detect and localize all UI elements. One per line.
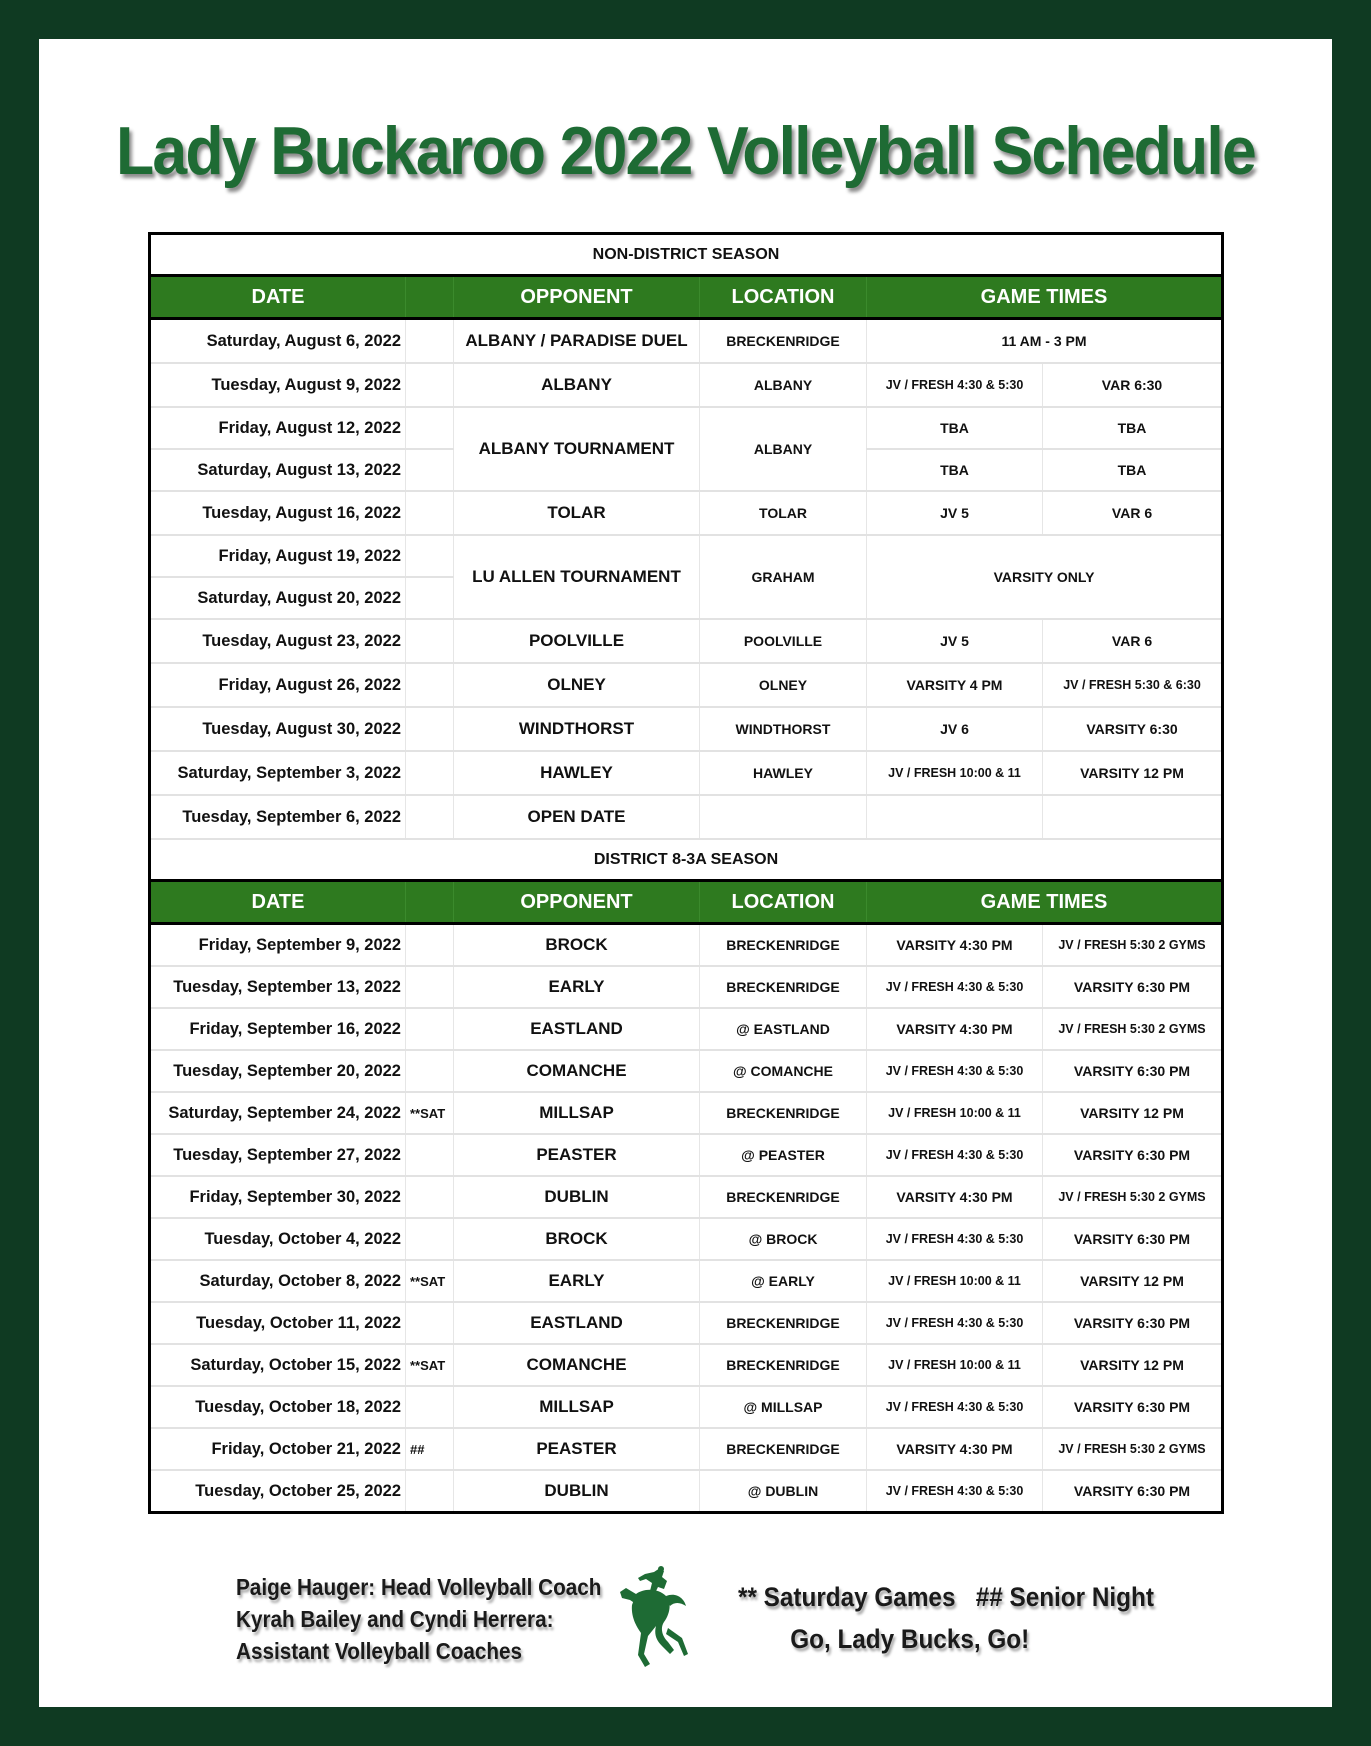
opponent-name: PEASTER: [454, 1134, 700, 1176]
second-game-time: VAR 6: [1043, 491, 1223, 535]
first-game-time: TBA: [867, 407, 1043, 449]
first-game-time: VARSITY 4:30 PM: [867, 924, 1043, 967]
game-location: BRECKENRIDGE: [700, 966, 867, 1008]
first-game-time: VARSITY 4:30 PM: [867, 1428, 1043, 1470]
game-marker: **SAT: [406, 1092, 454, 1134]
game-date: Tuesday, August 16, 2022: [150, 491, 406, 535]
game-marker: [406, 1470, 454, 1513]
opponent-name: COMANCHE: [454, 1344, 700, 1386]
opponent-name: COMANCHE: [454, 1050, 700, 1092]
game-location: ALBANY: [700, 407, 867, 491]
first-game-time: JV / FRESH 4:30 & 5:30: [867, 1302, 1043, 1344]
game-marker: [406, 1008, 454, 1050]
game-date: Tuesday, October 25, 2022: [150, 1470, 406, 1513]
section-heading-row: [150, 234, 1223, 276]
opponent-name: POOLVILLE: [454, 619, 700, 663]
bronc-rider-icon: [614, 1566, 700, 1676]
game-location: @ EARLY: [700, 1260, 867, 1302]
game-location: @ MILLSAP: [700, 1386, 867, 1428]
schedule-row: [150, 1302, 1223, 1344]
game-location: [700, 795, 867, 839]
game-date: Friday, August 12, 2022: [150, 407, 406, 449]
game-marker: **SAT: [406, 1260, 454, 1302]
game-location: HAWLEY: [700, 751, 867, 795]
game-date: Tuesday, August 23, 2022: [150, 619, 406, 663]
column-header-location: LOCATION: [700, 881, 867, 924]
schedule-row: [150, 966, 1223, 1008]
game-date: Tuesday, August 9, 2022: [150, 363, 406, 407]
opponent-name: OLNEY: [454, 663, 700, 707]
game-date: Friday, September 9, 2022: [150, 924, 406, 967]
second-game-time: JV / FRESH 5:30 2 GYMS: [1043, 1176, 1223, 1218]
game-date: Tuesday, September 20, 2022: [150, 1050, 406, 1092]
schedule-row: [150, 1470, 1223, 1513]
column-header-date: DATE: [150, 276, 406, 319]
game-location: POOLVILLE: [700, 619, 867, 663]
opponent-name: EARLY: [454, 966, 700, 1008]
game-location: BRECKENRIDGE: [700, 1344, 867, 1386]
second-game-time: VAR 6: [1043, 619, 1223, 663]
game-times: 11 AM - 3 PM: [867, 319, 1223, 364]
game-marker: [406, 535, 454, 577]
opponent-name: TOLAR: [454, 491, 700, 535]
first-game-time: JV 5: [867, 619, 1043, 663]
page-title: Lady Buckaroo 2022 Volleyball Schedule: [116, 113, 1255, 189]
game-marker: [406, 1134, 454, 1176]
first-game-time: JV / FRESH 4:30 & 5:30: [867, 1470, 1043, 1513]
second-game-time: VARSITY 6:30: [1043, 707, 1223, 751]
first-game-time: JV / FRESH 4:30 & 5:30: [867, 1050, 1043, 1092]
assistant-coaches-line: Kyrah Bailey and Cyndi Herrera:: [236, 1606, 554, 1632]
column-header-date: DATE: [150, 881, 406, 924]
column-header-opponent: OPPONENT: [454, 881, 700, 924]
second-game-time: VARSITY 12 PM: [1043, 1344, 1223, 1386]
first-game-time: JV 6: [867, 707, 1043, 751]
game-marker: [406, 1218, 454, 1260]
column-header-opponent: OPPONENT: [454, 276, 700, 319]
opponent-name: EASTLAND: [454, 1008, 700, 1050]
game-marker: [406, 491, 454, 535]
game-location: BRECKENRIDGE: [700, 1092, 867, 1134]
game-location: @ BROCK: [700, 1218, 867, 1260]
schedule-row: [150, 707, 1223, 751]
game-date: Tuesday, October 4, 2022: [150, 1218, 406, 1260]
first-game-time: VARSITY 4 PM: [867, 663, 1043, 707]
game-marker: [406, 751, 454, 795]
second-game-time: VARSITY 6:30 PM: [1043, 1302, 1223, 1344]
game-date: Tuesday, September 13, 2022: [150, 966, 406, 1008]
game-marker: [406, 449, 454, 491]
game-location: TOLAR: [700, 491, 867, 535]
second-game-time: TBA: [1043, 449, 1223, 491]
legend-line: ** Saturday Games ## Senior Night: [738, 1582, 1154, 1612]
column-header-game-times: GAME TIMES: [867, 276, 1223, 319]
game-date: Saturday, August 13, 2022: [150, 449, 406, 491]
game-location: GRAHAM: [700, 535, 867, 619]
game-date: Saturday, August 20, 2022: [150, 577, 406, 619]
second-game-time: VARSITY 12 PM: [1043, 751, 1223, 795]
second-game-time: JV / FRESH 5:30 2 GYMS: [1043, 924, 1223, 967]
game-date: Tuesday, October 11, 2022: [150, 1302, 406, 1344]
opponent-name: ALBANY TOURNAMENT: [454, 407, 700, 491]
game-location: BRECKENRIDGE: [700, 1176, 867, 1218]
second-game-time: VARSITY 12 PM: [1043, 1092, 1223, 1134]
second-game-time: VARSITY 6:30 PM: [1043, 966, 1223, 1008]
second-game-time: JV / FRESH 5:30 & 6:30: [1043, 663, 1223, 707]
opponent-name: DUBLIN: [454, 1176, 700, 1218]
game-location: BRECKENRIDGE: [700, 1302, 867, 1344]
schedule-row: [150, 1386, 1223, 1428]
game-location: @ DUBLIN: [700, 1470, 867, 1513]
footer-notes: [738, 1576, 1154, 1660]
schedule-row: [150, 1344, 1223, 1386]
column-header-row: [150, 881, 1223, 924]
game-marker: [406, 966, 454, 1008]
game-date: Tuesday, September 6, 2022: [150, 795, 406, 839]
opponent-name: ALBANY: [454, 363, 700, 407]
game-date: Friday, August 26, 2022: [150, 663, 406, 707]
game-date: Saturday, August 6, 2022: [150, 319, 406, 364]
game-marker: [406, 319, 454, 364]
second-game-time: VARSITY 12 PM: [1043, 1260, 1223, 1302]
game-date: Saturday, September 3, 2022: [150, 751, 406, 795]
first-game-time: JV / FRESH 10:00 & 11: [867, 1092, 1043, 1134]
section-heading: NON-DISTRICT SEASON: [150, 234, 1223, 276]
coaches-credits: [236, 1571, 601, 1667]
schedule-row: [150, 795, 1223, 839]
head-coach-line: Paige Hauger: Head Volleyball Coach: [236, 1574, 602, 1600]
game-location: OLNEY: [700, 663, 867, 707]
first-game-time: JV / FRESH 4:30 & 5:30: [867, 363, 1043, 407]
opponent-name: ALBANY / PARADISE DUEL: [454, 319, 700, 364]
schedule-row: [150, 491, 1223, 535]
opponent-name: BROCK: [454, 924, 700, 967]
game-times: VARSITY ONLY: [867, 535, 1223, 619]
game-date: Tuesday, October 18, 2022: [150, 1386, 406, 1428]
schedule-row: [150, 1050, 1223, 1092]
schedule-row: [150, 535, 1223, 577]
first-game-time: TBA: [867, 449, 1043, 491]
first-game-time: JV / FRESH 4:30 & 5:30: [867, 1134, 1043, 1176]
column-header-row: [150, 276, 1223, 319]
opponent-name: MILLSAP: [454, 1386, 700, 1428]
second-game-time: VAR 6:30: [1043, 363, 1223, 407]
opponent-name: OPEN DATE: [454, 795, 700, 839]
game-marker: [406, 1050, 454, 1092]
game-marker: [406, 707, 454, 751]
game-location: ALBANY: [700, 363, 867, 407]
second-game-time: VARSITY 6:30 PM: [1043, 1050, 1223, 1092]
game-location: @ EASTLAND: [700, 1008, 867, 1050]
section-heading-row: [150, 839, 1223, 881]
first-game-time: JV / FRESH 4:30 & 5:30: [867, 966, 1043, 1008]
first-game-time: JV / FRESH 10:00 & 11: [867, 751, 1043, 795]
opponent-name: EASTLAND: [454, 1302, 700, 1344]
second-game-time: JV / FRESH 5:30 2 GYMS: [1043, 1428, 1223, 1470]
second-game-time: VARSITY 6:30 PM: [1043, 1386, 1223, 1428]
game-date: Tuesday, September 27, 2022: [150, 1134, 406, 1176]
first-game-time: JV / FRESH 10:00 & 11: [867, 1344, 1043, 1386]
column-header-spacer: [406, 881, 454, 924]
opponent-name: WINDTHORST: [454, 707, 700, 751]
second-game-time: VARSITY 6:30 PM: [1043, 1470, 1223, 1513]
game-date: Saturday, September 24, 2022: [150, 1092, 406, 1134]
game-date: Tuesday, August 30, 2022: [150, 707, 406, 751]
second-game-time: JV / FRESH 5:30 2 GYMS: [1043, 1008, 1223, 1050]
column-header-location: LOCATION: [700, 276, 867, 319]
section-heading: DISTRICT 8-3A SEASON: [150, 839, 1223, 881]
game-date: Friday, October 21, 2022: [150, 1428, 406, 1470]
game-marker: [406, 577, 454, 619]
first-game-time: VARSITY 4:30 PM: [867, 1008, 1043, 1050]
game-marker: [406, 1302, 454, 1344]
schedule-row: [150, 619, 1223, 663]
opponent-name: HAWLEY: [454, 751, 700, 795]
first-game-time: JV / FRESH 4:30 & 5:30: [867, 1386, 1043, 1428]
opponent-name: DUBLIN: [454, 1470, 700, 1513]
schedule-row: [150, 1218, 1223, 1260]
first-game-time: VARSITY 4:30 PM: [867, 1176, 1043, 1218]
game-location: @ PEASTER: [700, 1134, 867, 1176]
game-marker: [406, 924, 454, 967]
game-date: Friday, August 19, 2022: [150, 535, 406, 577]
second-game-time: VARSITY 6:30 PM: [1043, 1134, 1223, 1176]
schedule-table: [148, 232, 1224, 1514]
schedule-row: [150, 924, 1223, 967]
opponent-name: MILLSAP: [454, 1092, 700, 1134]
opponent-name: EARLY: [454, 1260, 700, 1302]
game-marker: [406, 1176, 454, 1218]
first-game-time: JV / FRESH 10:00 & 11: [867, 1260, 1043, 1302]
schedule-row: [150, 751, 1223, 795]
second-game-time: [1043, 795, 1223, 839]
schedule-row: [150, 407, 1223, 449]
first-game-time: [867, 795, 1043, 839]
schedule-row: [150, 1092, 1223, 1134]
game-marker: [406, 1386, 454, 1428]
opponent-name: BROCK: [454, 1218, 700, 1260]
game-marker: [406, 363, 454, 407]
opponent-name: PEASTER: [454, 1428, 700, 1470]
schedule-row: [150, 1428, 1223, 1470]
game-marker: [406, 795, 454, 839]
game-marker: [406, 619, 454, 663]
game-date: Friday, September 16, 2022: [150, 1008, 406, 1050]
schedule-row: [150, 663, 1223, 707]
game-location: BRECKENRIDGE: [700, 924, 867, 967]
game-marker: ##: [406, 1428, 454, 1470]
second-game-time: TBA: [1043, 407, 1223, 449]
first-game-time: JV / FRESH 4:30 & 5:30: [867, 1218, 1043, 1260]
schedule-row: [150, 1176, 1223, 1218]
first-game-time: JV 5: [867, 491, 1043, 535]
assistant-coaches-title: Assistant Volleyball Coaches: [236, 1638, 523, 1664]
opponent-name: LU ALLEN TOURNAMENT: [454, 535, 700, 619]
game-location: BRECKENRIDGE: [700, 1428, 867, 1470]
game-marker: [406, 407, 454, 449]
game-marker: **SAT: [406, 1344, 454, 1386]
second-game-time: VARSITY 6:30 PM: [1043, 1218, 1223, 1260]
column-header-game-times: GAME TIMES: [867, 881, 1223, 924]
schedule-row: [150, 363, 1223, 407]
game-date: Saturday, October 8, 2022: [150, 1260, 406, 1302]
schedule-row: [150, 1134, 1223, 1176]
schedule-row: [150, 1008, 1223, 1050]
game-date: Saturday, October 15, 2022: [150, 1344, 406, 1386]
game-location: BRECKENRIDGE: [700, 319, 867, 364]
game-date: Friday, September 30, 2022: [150, 1176, 406, 1218]
game-marker: [406, 663, 454, 707]
schedule-row: [150, 319, 1223, 364]
cheer-line: Go, Lady Bucks, Go!: [790, 1624, 1030, 1654]
schedule-row: [150, 1260, 1223, 1302]
column-header-spacer: [406, 276, 454, 319]
game-location: WINDTHORST: [700, 707, 867, 751]
game-location: @ COMANCHE: [700, 1050, 867, 1092]
